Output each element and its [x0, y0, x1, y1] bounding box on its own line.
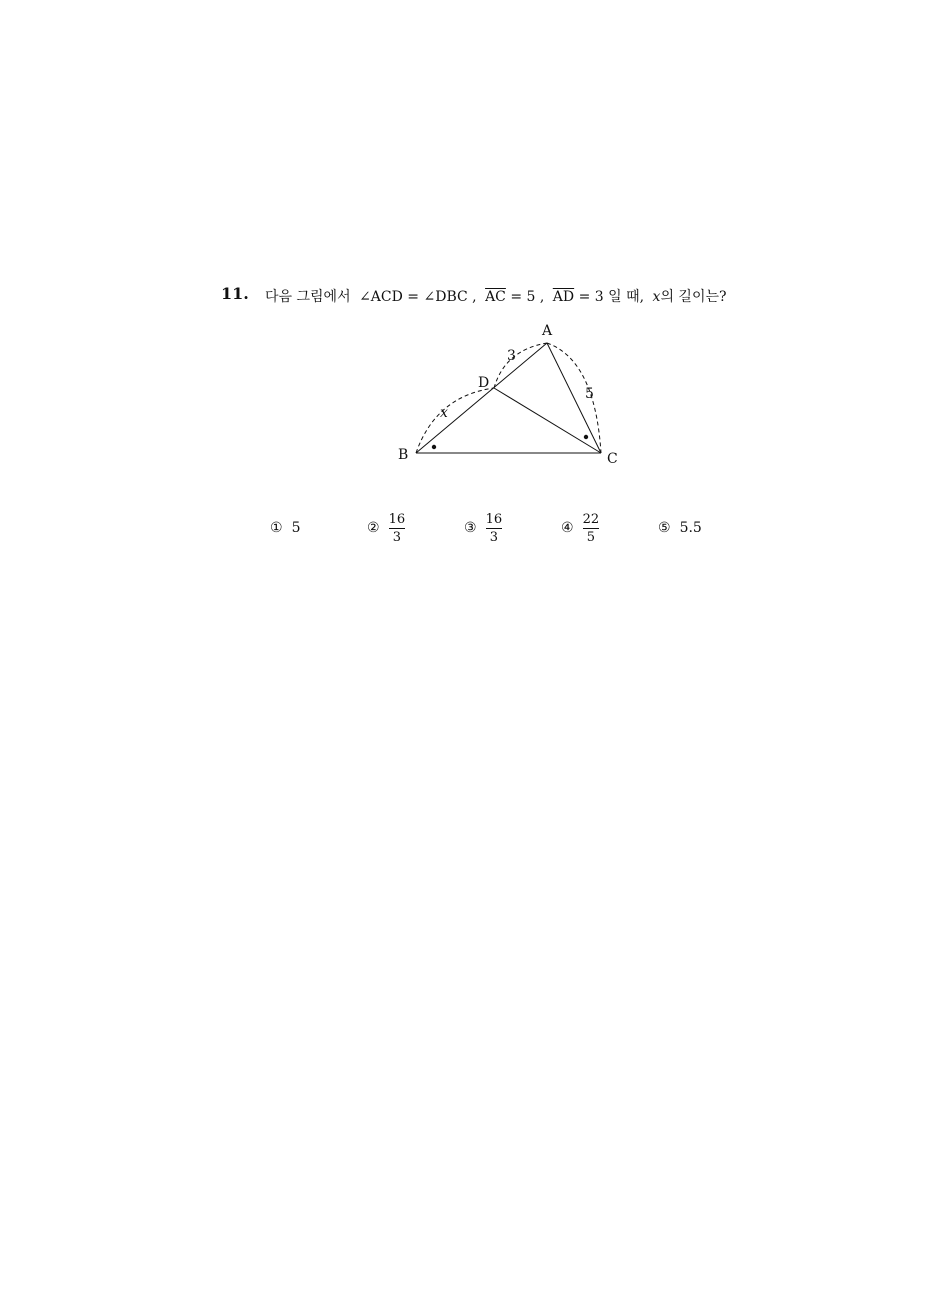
choice-3-number: ③ [464, 520, 477, 536]
choice-2-fraction [389, 512, 406, 545]
choice-3-fraction [486, 512, 503, 545]
angle-dbc: ∠DBC , [423, 289, 477, 305]
triangle-figure [390, 318, 630, 478]
choice-2-numerator: 16 [388, 511, 406, 527]
length-ac: 5 [585, 386, 594, 402]
side-ab [416, 343, 547, 453]
choice-3-denominator: 3 [489, 529, 498, 545]
choice-4-fraction [583, 512, 600, 545]
choice-2[interactable] [367, 508, 405, 548]
segment-ad: $\overline{AD}$ [552, 289, 575, 305]
choice-4-numerator: 22 [582, 511, 600, 527]
choice-1-number: ① [270, 520, 283, 536]
fraction-bar [486, 528, 502, 529]
choice-1[interactable] [270, 508, 300, 548]
segment-ac-value: = 5 , [510, 289, 545, 305]
length-ad: 3 [507, 348, 516, 364]
question-text [265, 286, 727, 306]
choice-5-value: 5.5 [679, 520, 702, 536]
equals-sign: = [407, 289, 420, 305]
variable-x: x [652, 289, 661, 305]
label-c: C [607, 451, 618, 467]
answer-choices [270, 508, 730, 548]
label-d: D [478, 375, 490, 391]
choice-1-value: 5 [291, 520, 301, 536]
problem-number: 11. [221, 284, 249, 303]
choice-4-denominator: 5 [586, 529, 595, 545]
question-intro: 다음 그림에서 [265, 289, 351, 305]
choice-2-number: ② [367, 520, 380, 536]
segment-ad-value: = 3 일 때, [578, 289, 645, 305]
choice-5[interactable] [658, 508, 702, 548]
question-tail: 의 길이는? [660, 289, 727, 305]
segment-ac: $\overline{AC}$ [485, 289, 506, 305]
label-a: A [542, 323, 553, 339]
angle-acd: ∠ACD [359, 289, 403, 305]
label-b: B [398, 447, 409, 463]
choice-4-number: ④ [561, 520, 574, 536]
choice-3-numerator: 16 [485, 511, 503, 527]
fraction-bar [389, 528, 405, 529]
choice-5-number: ⑤ [658, 520, 671, 536]
choice-2-denominator: 3 [392, 529, 401, 545]
length-bd: x [440, 405, 448, 421]
choice-3[interactable] [464, 508, 502, 548]
choice-4[interactable] [561, 508, 599, 548]
fraction-bar [583, 528, 599, 529]
angle-mark-b [432, 445, 436, 449]
angle-mark-c [584, 435, 588, 439]
